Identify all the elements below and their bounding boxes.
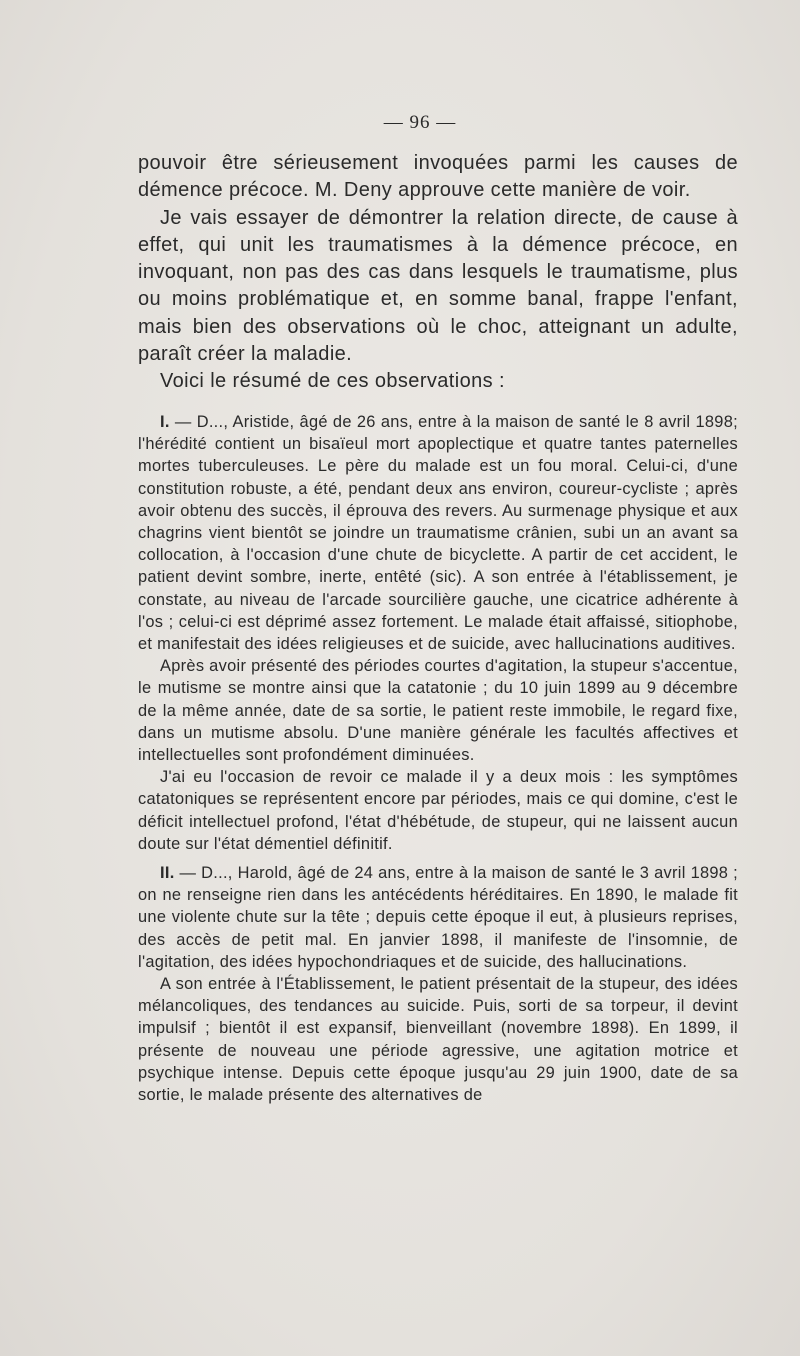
case-1-numeral: I. xyxy=(160,413,170,431)
intro-paragraph-2: Je vais essayer de démontrer la relation directe, de cause à effet, qui unit les traumatismes à la démence précoce, en invoquant, non pas des cas dans lesquels le traumatisme, plus ou moins problématique et, en somme banal, frappe l'enfant, mais bien des observations où le choc, atteignant un adulte, paraît créer la maladie. xyxy=(138,206,738,366)
intro-paragraph-1: pouvoir être sérieusement invoquées parmi les causes de démence précoce. M. Deny approuve cette manière de voir. xyxy=(138,152,738,202)
case-1-text-1: — D..., Aristide, âgé de 26 ans, entre à la maison de santé le 8 avril 1898; l'hérédité contient un bisaïeul mort apoplectique et quatre tantes paternelles mortes tuberculeuses. Le père du malade est un fou moral. Celui-ci, d'une constitution robuste, a été, pendant deux ans environ, coureur-cycliste ; après avoir obtenu des succès, il éprouva des revers. Au surmenage physique et aux chagrins vient bientôt se joindre un traumatisme crânien, subi un an avant sa collocation, à l'occasion d'une chute de bicyclette. A partir de cet accident, le patient devint sombre, inerte, entêté (sic). A son entrée à l'établissement, je constate, au niveau de l'arcade sourcilière gauche, une cicatrice adhérente à l'os ; celui-ci est déprimé assez fortement. Le malade était affaissé, sitiophobe, et manifestait des idées religieuses et de suicide, avec hallucinations auditives. xyxy=(138,413,738,654)
intro-paragraph-3: Voici le résumé de ces observations : xyxy=(160,370,505,393)
case-1-paragraph-3: J'ai eu l'occasion de revoir ce malade il y a deux mois : les symptômes catatoniques se représentent encore par périodes, mais ce qui domine, c'est le déficit intellectuel profond, l'état d'hébétude, de stupeur, qui ne laissent aucun doute sur l'état démentiel définitif. xyxy=(138,768,738,853)
case-2-paragraph-2: A son entrée à l'Établissement, le patient présentait de la stupeur, des idées mélancoliques, des tendances au suicide. Puis, sorti de sa torpeur, il devint impulsif ; bientôt il est expansif, bienveillant (novembre 1898). En 1899, il présente de nouveau une période agressive, une agitation motrice et psychique intense. Depuis cette époque jusqu'au 29 juin 1900, date de sa sortie, le malade présente des alternatives de xyxy=(138,975,738,1105)
intro-section xyxy=(138,150,738,396)
case-2-numeral: II. xyxy=(160,864,175,883)
case-2-paragraph-1 xyxy=(138,862,738,973)
page-number: — 96 — xyxy=(383,112,457,133)
observations-section xyxy=(138,411,738,1106)
case-1-paragraph-2: Après avoir présenté des périodes courtes d'agitation, la stupeur s'accentue, le mutisme se montre ainsi que la catatonie ; du 10 juin 1899 au 9 décembre de la même année, date de sa sortie, le patient reste immobile, le regard fixe, dans un mutisme absolu. D'une manière générale les facultés affectives et intellectuelles sont profondément diminuées. xyxy=(138,657,738,765)
case-1-paragraph-1 xyxy=(138,411,738,655)
case-2-text-1: — D..., Harold, âgé de 24 ans, entre à la maison de santé le 3 avril 1898 ; on ne renseigne rien dans les antécédents héréditaires. En 1890, le malade fit une violente chute sur la tête ; depuis cette époque il eut, à plusieurs reprises, des accès de petit mal. En janvier 1898, il manifeste de l'insomnie, de l'agitation, des idées hypochondriaques et de suicide, des hallucinations. xyxy=(138,864,739,971)
